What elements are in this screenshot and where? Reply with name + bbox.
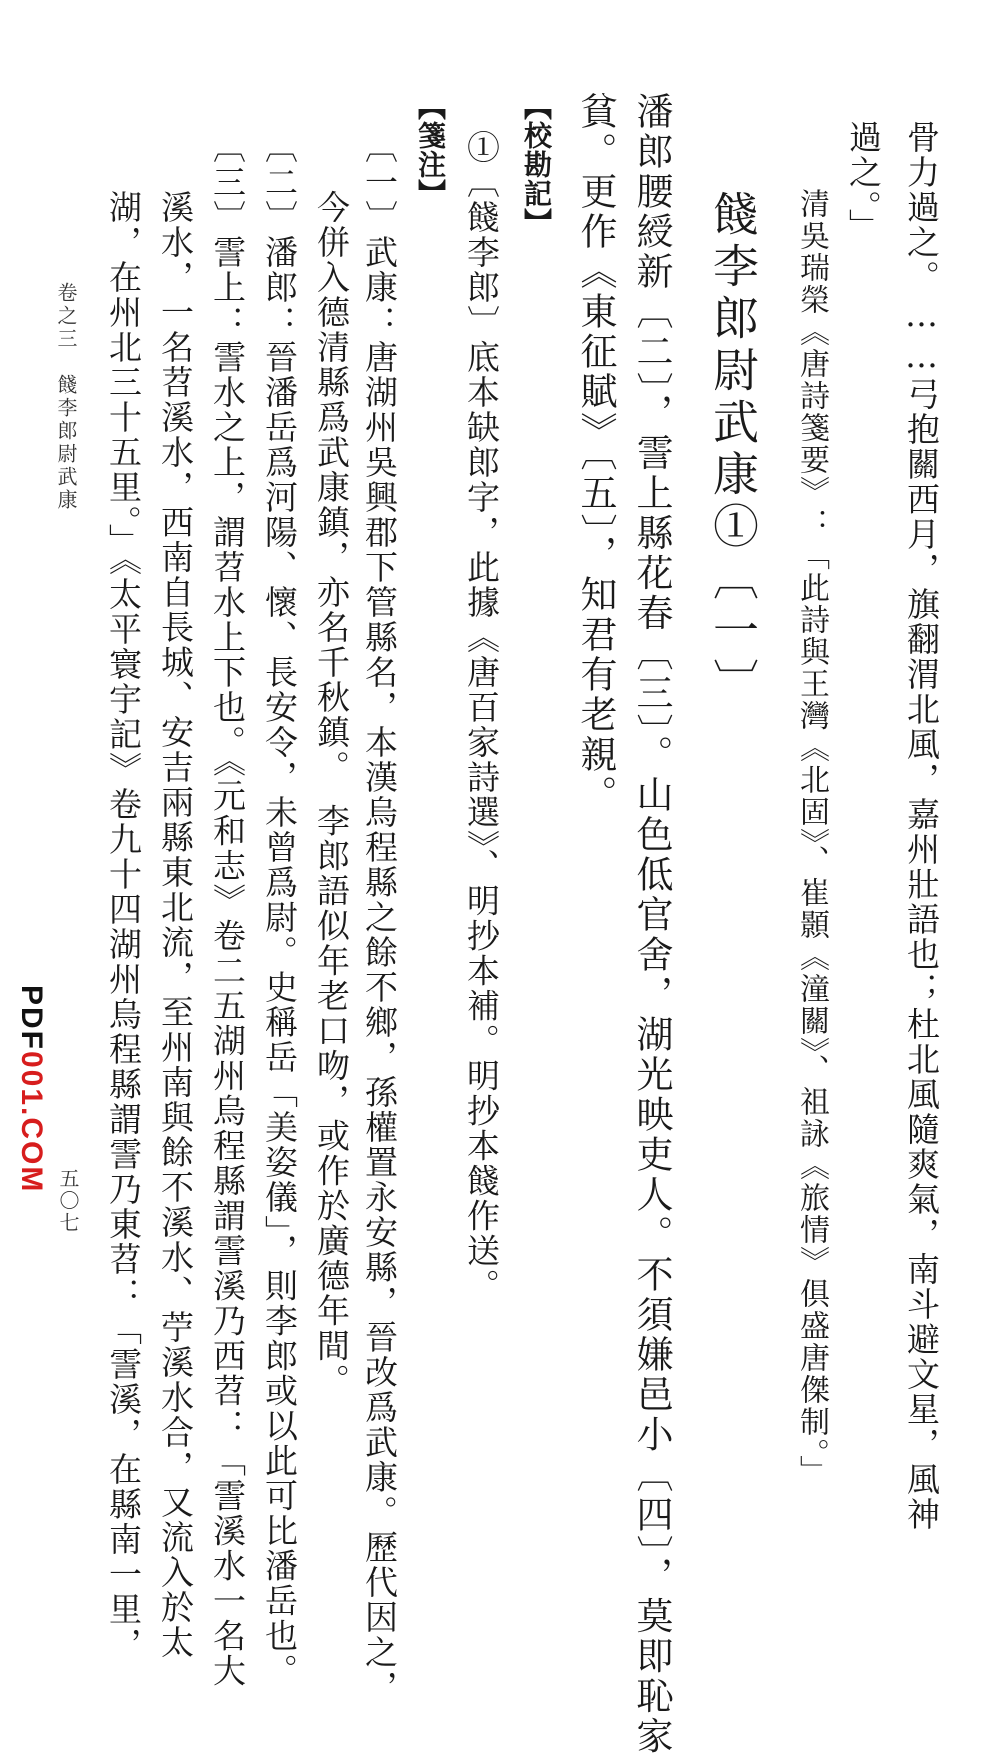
- watermark-part-2: 001.COM: [15, 1051, 48, 1194]
- text-column-2: 過之。」: [844, 120, 883, 244]
- annotation-column-3: 〔二〕潘郎：晉潘岳爲河陽、懷、長安令，未曾爲尉。史稱岳「美姿儀」，則李郎或以此可比潘岳也。: [260, 130, 299, 1689]
- collation-note: ①〔餞李郎〕底本缺郎字，此據《唐百家詩選》、明抄本補。明抄本餞作送。: [462, 130, 501, 1304]
- running-head: 卷之三 餞李郎尉武康: [54, 282, 78, 512]
- annotation-column-6: 湖，在州北三十五里。」《太平寰宇記》卷九十四湖州烏程縣謂霅乃東苕：「霅溪，在縣南一里，: [104, 190, 143, 1662]
- collation-heading: 【校勘記】: [520, 92, 553, 237]
- watermark-part-1: PDF: [15, 985, 48, 1051]
- poem-title: 餞李郎尉武康①〔一〕: [706, 190, 760, 710]
- annotation-column-4: 〔三〕霅上：霅水之上，謂苕水上下也。《元和志》卷二五湖州烏程縣謂霅溪乃西苕：「霅溪水一名大: [208, 130, 247, 1689]
- page-number: 五〇七: [56, 1168, 80, 1234]
- annotation-column-1: 〔一〕武康：唐湖州吳興郡下管縣名，本漢烏程縣之餘不鄉，孫權置永安縣，晉改爲武康。歷代因之，: [360, 130, 399, 1705]
- text-column-1: 骨力過之。……弓抱關西月，旗翻渭北風，嘉州壯語也；杜北風隨爽氣，南斗避文星，風神: [902, 120, 941, 1532]
- annotation-heading: 【箋注】: [414, 92, 447, 208]
- poem-column-1: 潘郎腰綬新〔二〕，霅上縣花春〔三〕。山色低官舍，湖光映吏人。不須嫌邑小〔四〕，莫即恥家: [630, 92, 673, 1757]
- watermark: [14, 985, 48, 1193]
- poem-column-2: 貧。更作《東征賦》〔五〕，知君有老親。: [574, 92, 617, 815]
- commentary-column: 清吳瑞榮《唐詩箋要》：「此詩與王灣《北固》、崔顥《潼關》、祖詠《旅情》俱盛唐傑制。」: [794, 188, 829, 1487]
- annotation-column-5: 溪水，一名苕溪水，西南自長城、安吉兩縣東北流，至州南與餘不溪水、苧溪水合，又流入於太: [156, 190, 195, 1660]
- annotation-column-2: 今併入德清縣爲武康鎮，亦名千秋鎮。 李郎語似年老口吻，或作於廣德年間。: [312, 190, 351, 1399]
